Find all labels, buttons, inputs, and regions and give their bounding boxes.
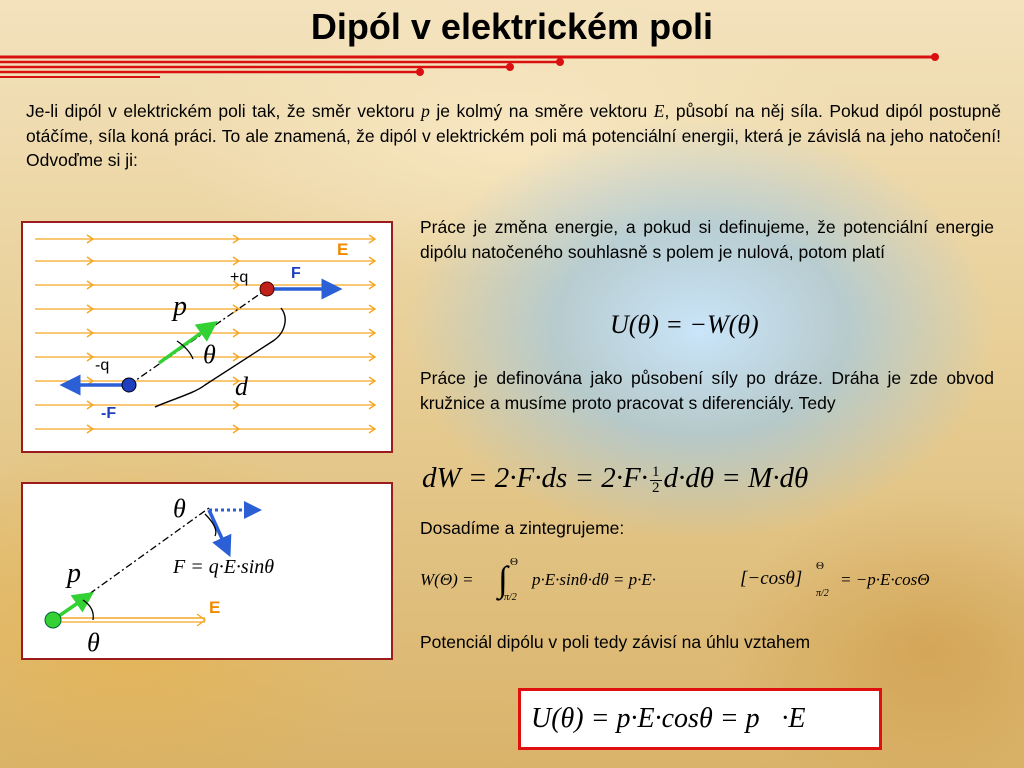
title-underline-decoration — [0, 52, 1024, 84]
label-theta-bottom: θ — [87, 628, 100, 657]
equation-work — [422, 462, 808, 496]
final-result-box — [518, 688, 882, 750]
label-E-2: E — [209, 598, 221, 617]
positive-charge — [260, 282, 274, 296]
paragraph-integrate: Dosadíme a zintegrujeme: — [420, 518, 625, 538]
paragraph-conclusion: Potenciál dipólu v poli tedy závisí na úhlu vztahem — [420, 632, 811, 652]
tangential-force-arrow — [209, 510, 229, 554]
label-d: d — [235, 372, 248, 401]
field-lines — [35, 239, 375, 429]
label-p-vector-2: p⃗ — [67, 558, 103, 589]
eq3-lhs: W(Θ) = — [420, 570, 474, 589]
intro-text-1: Je-li dipól v elektrickém poli tak, že směr vektoru — [26, 101, 422, 121]
integral-sign: ∫ — [498, 559, 508, 599]
label-minus-F: -F — [101, 405, 117, 422]
label-theta: θ — [203, 340, 216, 369]
intro-vector-p: p — [421, 101, 430, 121]
paragraph-work: Práce je definována jako působení síly po dráze. Dráha je zde obvod kružnice a musíme proto pracovat s diferenciály. Tedy — [420, 368, 994, 413]
dipole-rotation-diagram — [21, 482, 393, 660]
intro-vector-E: E — [653, 101, 665, 121]
eq3-bracket: [−cosθ] — [740, 568, 803, 589]
eq3-b-lower: π/2 — [816, 588, 829, 599]
field-label-E: E — [337, 240, 349, 259]
dipole-field-svg — [23, 223, 391, 451]
dipole-field-diagram — [21, 221, 393, 453]
eq3-mid: p·E·sinθ·dθ = p·E· — [532, 570, 657, 589]
label-theta-top: θ — [173, 494, 186, 523]
label-plus-q: +q — [230, 269, 249, 286]
intro-text-3: , působí na něj síla. Pokud dipól postupně otáčíme, síla koná práci. To ale znamená, že dipól v elektrickém poli má potenciální energii, která je závislá na jeho natočení! Odvoďme si ji: — [26, 101, 1001, 170]
equation-energy: U(θ) = −W(θ) — [610, 310, 759, 339]
eq2-part-a: dW = 2·F·ds = 2·F· — [422, 462, 649, 494]
theta-arc-bottom — [83, 600, 93, 620]
eq3-rhs: = −p·E·cosΘ — [840, 570, 930, 589]
eq3-int-lower: π/2 — [504, 592, 517, 603]
equation-final: U(θ) = p·E·cosθ = p⃗·E⃗ — [531, 703, 828, 734]
equation-integral — [420, 556, 990, 604]
eq2-num: 1 — [652, 463, 660, 480]
label-F: F — [291, 265, 301, 282]
page-title: Dipól v elektrickém poli — [310, 6, 714, 47]
pivot-charge — [45, 612, 61, 628]
eq3-int-upper: Θ — [510, 556, 518, 568]
intro-text-2: je kolmý na směre vektoru — [429, 101, 654, 121]
field-line-arrows — [87, 235, 375, 433]
eq2-fraction — [650, 465, 662, 496]
intro-paragraph — [26, 99, 1001, 173]
eq2-part-b: d·dθ = M·dθ — [663, 462, 809, 494]
label-force-formula: F = q·E·sinθ — [173, 556, 275, 578]
paragraph-energy: Práce je změna energie, a pokud si definujeme, že potenciální energie dipólu natočeného souhlasně s polem je nulová, potom platí — [420, 217, 994, 262]
label-minus-q: -q — [95, 357, 110, 374]
eq3-b-upper: Θ — [816, 560, 824, 572]
negative-charge — [122, 378, 136, 392]
eq2-den: 2 — [652, 479, 660, 496]
label-p-vector: p⃗ — [173, 291, 209, 322]
